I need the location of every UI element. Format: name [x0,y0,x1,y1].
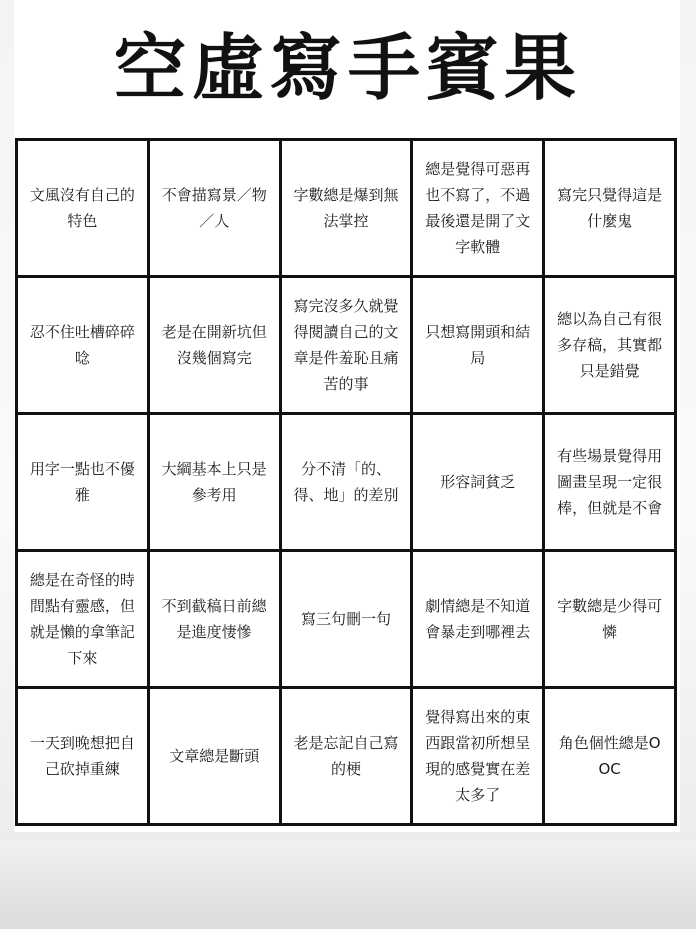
bingo-cell-text: 大綱基本上只是參考用 [161,460,267,504]
bingo-cell-text: 文風沒有自己的特色 [29,186,135,230]
bingo-cell-text: 字數總是少得可憐 [557,597,663,641]
bingo-cell-text: 不到截稿日前總是進度悽慘 [161,597,267,641]
bingo-cell [413,141,542,275]
bingo-cell [545,415,674,549]
bingo-grid [15,138,677,826]
bingo-cell [18,415,147,549]
bingo-cell [150,141,279,275]
bingo-cell [18,141,147,275]
bingo-cell-text: 只想寫開頭和結局 [425,323,531,367]
bingo-cell [545,689,674,823]
bingo-cell [413,415,542,549]
bingo-cell [413,689,542,823]
bingo-cell [282,141,411,275]
bingo-cell-text: 形容詞貧乏 [440,473,516,491]
bingo-cell-text: 總是在奇怪的時間點有靈感，但就是懶的拿筆記下來 [29,571,135,667]
bingo-cell-text: 一天到晚想把自己砍掉重練 [29,734,135,778]
bingo-cell [18,278,147,412]
bingo-cell-text: 不會描寫景／物／人 [161,186,267,230]
bingo-cell-text: 寫完只覺得這是什麼鬼 [557,186,663,230]
bingo-cell-text: 劇情總是不知道會暴走到哪裡去 [425,597,531,641]
bingo-cell [282,278,411,412]
bingo-cell-text: 字數總是爆到無法掌控 [293,186,399,230]
bottom-shadow [0,840,696,929]
bingo-cell-text: 總是覺得可惡再也不寫了，不過最後還是開了文字軟體 [425,160,531,256]
bingo-cell-text: 有些場景覺得用圖畫呈現一定很棒，但就是不會 [557,447,663,517]
bingo-cell-text: 角色個性總是OOC [558,734,661,778]
bingo-cell [282,552,411,686]
bingo-cell [413,552,542,686]
bingo-cell [150,415,279,549]
bingo-cell-text: 老是在開新坑但沒幾個寫完 [161,323,267,367]
bingo-cell [282,689,411,823]
bingo-cell-text: 寫三句刪一句 [300,610,391,628]
bingo-cell [545,552,674,686]
bingo-cell [413,278,542,412]
bingo-cell-text: 分不清「的、得、地」的差別 [293,460,399,504]
bingo-cell [150,689,279,823]
bingo-cell [545,278,674,412]
bingo-cell [150,552,279,686]
bingo-cell-text: 老是忘記自己寫的梗 [293,734,399,778]
bingo-cell [150,278,279,412]
bingo-cell-text: 用字一點也不優雅 [29,460,135,504]
bingo-cell-text: 文章總是斷頭 [169,747,260,765]
bingo-cell-text: 寫完沒多久就覺得閱讀自己的文章是件羞恥且痛苦的事 [293,297,399,393]
bingo-cell-text: 覺得寫出來的東西跟當初所想呈現的感覺實在差太多了 [425,708,531,804]
bingo-cell [545,141,674,275]
bingo-cell-text: 總以為自己有很多存稿，其實都只是錯覺 [557,310,663,380]
bingo-cell [282,415,411,549]
page-title: 空虛寫手賓果 [113,25,582,110]
bingo-cell-text: 忍不住吐槽碎碎唸 [29,323,135,367]
bingo-cell [18,689,147,823]
bingo-cell [18,552,147,686]
